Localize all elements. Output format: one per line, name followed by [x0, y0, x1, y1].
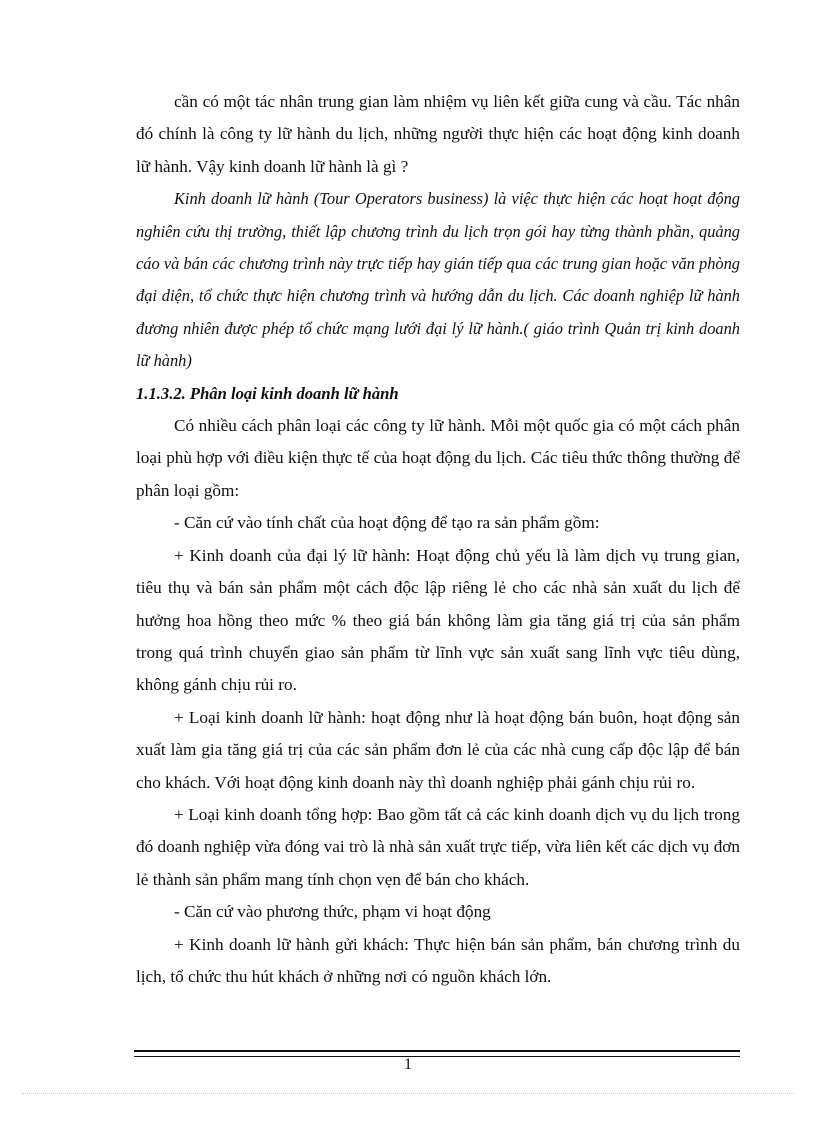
- paragraph-classification-intro: Có nhiều cách phân loại các công ty lữ hành. Mỗi một quốc gia có một cách phân loại phù hợp với điều kiện thực tế của hoạt động du lịch. Các tiêu thức thông thường để phân loại gồm:: [136, 416, 740, 500]
- paragraph-intro: cần có một tác nhân trung gian làm nhiệm vụ liên kết giữa cung và cầu. Tác nhân đó chính là công ty lữ hành du lịch, những người thực hiện các hoạt động kinh doanh lữ hành. Vậy kinh doanh lữ hành là gì ?: [136, 92, 740, 176]
- page-bottom-border: [22, 1093, 794, 1094]
- paragraph-definition: Kinh doanh lữ hành (Tour Operators business) là việc thực hiện các hoạt hoạt động nghiên cứu thị trường, thiết lập chương trình du lịch trọn gói hay từng thành phần, quảng cáo và bán các chương trình này trực tiếp hay gián tiếp qua các trung gian hoặc văn phòng đại diện, tổ chức thực hiện chương trình và hướng dẫn du lịch. Các doanh nghiệp lữ hành đương nhiên được phép tổ chức mạng lưới đại lý lữ hành.( giáo trình Quản trị kinh doanh lữ hành): [136, 189, 740, 371]
- section-heading: 1.1.3.2. Phân loại kinh doanh lữ hành: [136, 383, 399, 403]
- page-number: 1: [404, 1056, 412, 1073]
- paragraph-outbound-sending: + Kinh doanh lữ hành gửi khách: Thực hiện bán sản phẩm, bán chương trình du lịch, tổ chức thu hút khách ở những nơi có nguồn khách lớn.: [136, 934, 740, 986]
- paragraph-criterion-nature: - Căn cứ vào tính chất của hoạt động để tạo ra sản phẩm gồm:: [174, 513, 600, 533]
- paragraph-general-business: + Loại kinh doanh tổng hợp: Bao gồm tất cả các kinh doanh dịch vụ du lịch trong đó doanh nghiệp vừa đóng vai trò là nhà sản xuất trực tiếp, vừa liên kết các dịch vụ đơn lẻ thành sản phẩm mang tính chọn vẹn để bán cho khách.: [136, 804, 740, 889]
- paragraph-criterion-method: - Căn cứ vào phương thức, phạm vi hoạt động: [174, 902, 491, 922]
- paragraph-travel-agency: + Kinh doanh của đại lý lữ hành: Hoạt động chủ yếu là làm dịch vụ trung gian, tiêu thụ và bán sản phẩm một cách độc lập riêng lẻ cho các nhà sản xuất du lịch để hưởng hoa hồng theo mức % theo giá bán không làm gia tăng giá trị của sản phẩm trong quá trình chuyển giao sản phẩm từ lĩnh vực sản xuất sang lĩnh vực tiêu dùng, không gánh chịu rủi ro.: [136, 545, 740, 695]
- paragraph-tour-operator: + Loại kinh doanh lữ hành: hoạt động như là hoạt động bán buôn, hoạt động sản xuất làm gia tăng giá trị của các sản phẩm đơn lẻ của các nhà cung cấp độc lập để bán cho khách. Với hoạt động kinh doanh này thì doanh nghiệp phải gánh chịu rủi ro.: [136, 707, 740, 792]
- page-body: [136, 86, 740, 993]
